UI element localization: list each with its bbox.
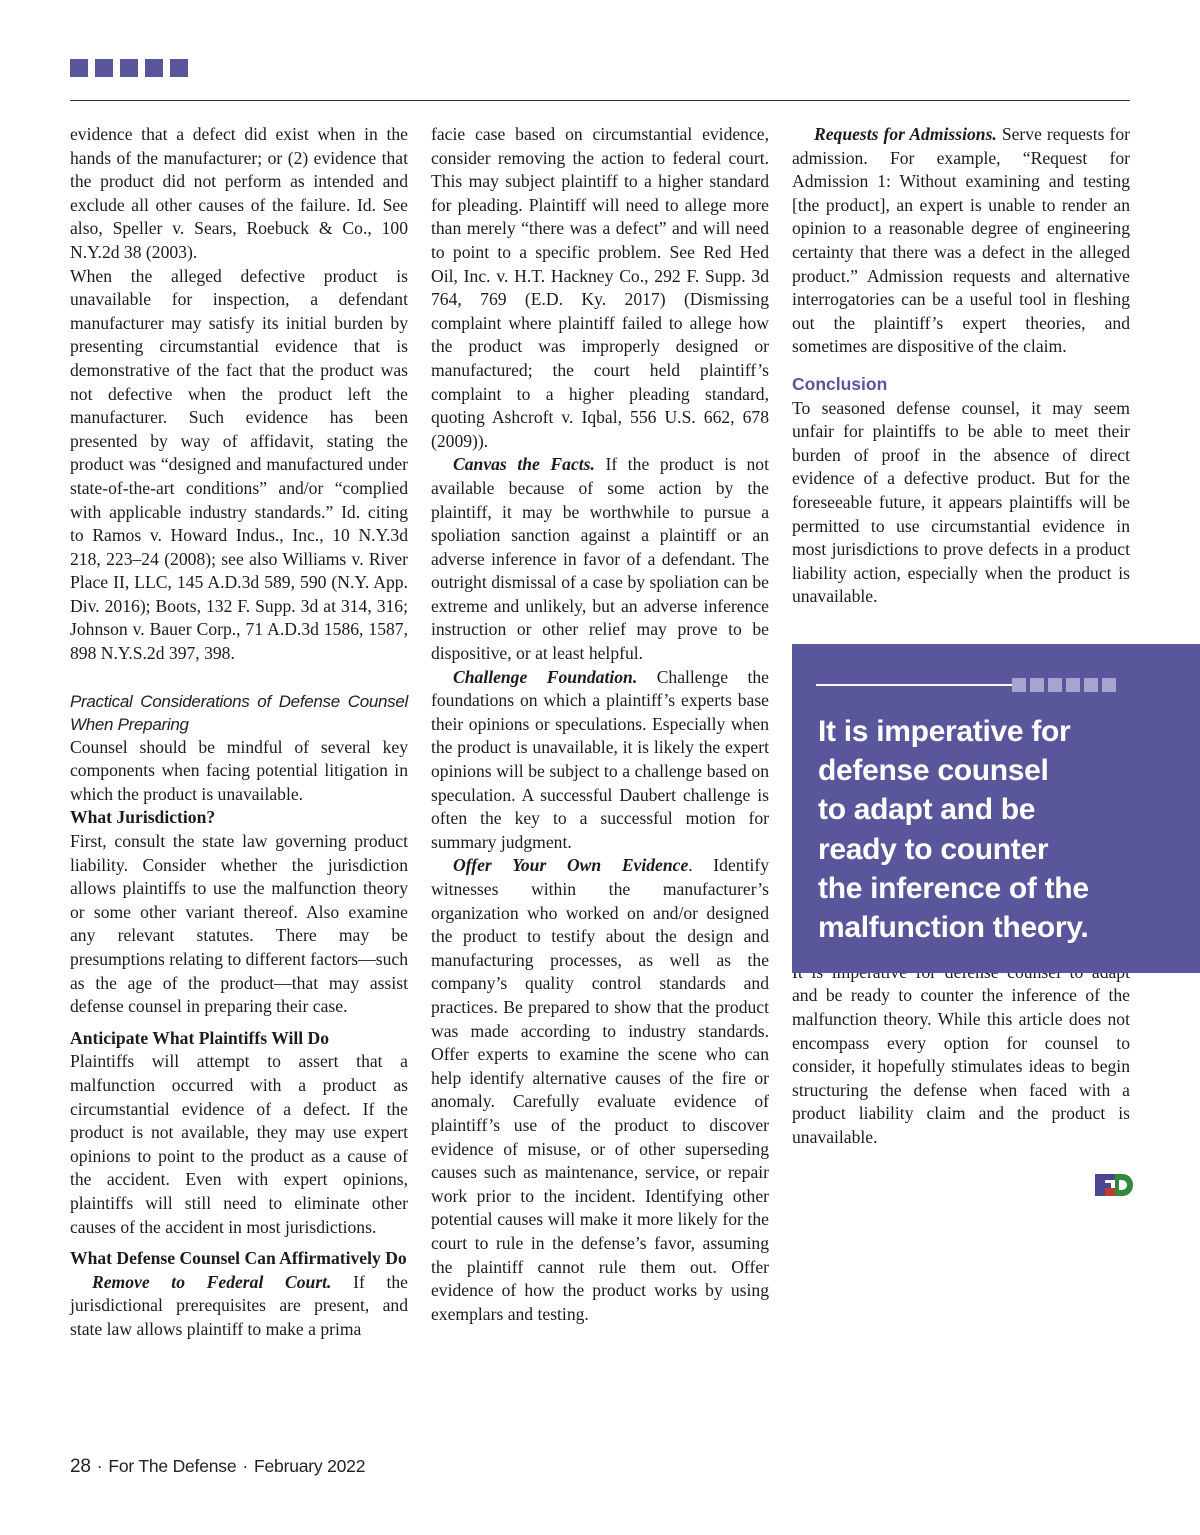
column-1 (70, 123, 408, 1342)
paragraph (431, 453, 769, 665)
pull-quote-rule (816, 684, 1016, 686)
pull-square (1012, 678, 1026, 692)
page-footer (70, 1456, 365, 1478)
run-in-heading: Offer Your Own Evidence (453, 855, 689, 876)
header-square (145, 59, 163, 77)
separator-dot: · (242, 1456, 249, 1476)
run-in-heading: Challenge Foundation. (453, 666, 638, 687)
pull-quote-line: defense counsel (818, 754, 1049, 788)
paragraph-text: If the product is not available because of some action by the plaintiff, it may be worthwhile to pursue a spoliation sanction against a plaintiff or an adverse inference in favor of a defendant. The outright dismissal of a case by spoliation can be extreme and unlikely, but an adverse inference instruction or other relief may prove to be dispositive, or at least helpful. (431, 454, 769, 664)
paragraph (431, 854, 769, 1326)
issue-date: February 2022 (254, 1456, 366, 1476)
paragraph: When the alleged defective product is unavailable for inspection, a defendant manufacturer may satisfy its initial burden by presenting circumstantial evidence that is demonstrative of the fact that the product was not defective when the product left the manufacturer. Such evidence has been presented by way of affidavit, stating the product was “designed and manufactured under state-of-the-art conditions” and/or “complied with applicable industry standards.” Id. citing to Ramos v. Howard Indus., Inc., 10 N.Y.3d 218, 223–24 (2008); see also Williams v. River Place II, LLC, 145 A.D.3d 589, 590 (N.Y. App. Div. 2016); Boots, 132 F. Supp. 3d at 314, 316; Johnson v. Bauer Corp., 71 A.D.3d 1586, 1587, 898 N.Y.S.2d 397, 398. (70, 265, 408, 664)
pull-quote-line: malfunction theory. (818, 911, 1089, 945)
section-heading: Practical Considerations of Defense Counsel When Preparing (70, 691, 408, 734)
paragraph (70, 1271, 408, 1342)
pull-square (1048, 678, 1062, 692)
section-heading: Conclusion (792, 373, 888, 394)
pull-square (1102, 678, 1116, 692)
paragraph (792, 123, 1130, 359)
paragraph-text: Challenge the foundations on which a plaintiff’s experts base their opinions or speculations. Especially when the product is unavailable, it is likely the expert opinions will be subject to a challenge based on speculation. A successful Daubert challenge is often the key to a successful motion for summary judgment. (431, 666, 769, 852)
publication-name: For The Defense (108, 1456, 237, 1476)
header-square (170, 59, 188, 77)
header-squares (70, 59, 188, 77)
paragraph: evidence that a defect did exist when in the hands of the manufacturer; or (2) evidence that the product did not perform as intended and exclude all other causes of the failure. Id. See also, Speller v. Sears, Roebuck & Co., 100 N.Y.2d 38 (2003). (70, 124, 408, 262)
page-number: 28 (70, 1456, 91, 1477)
paragraph: Plaintiffs will attempt to assert that a malfunction occurred with a product as circumstantial evidence of a defect. If the product is not available, they may use expert opinions to point to the product as a cause of the accident. Even with expert opinions, plaintiffs will still need to eliminate other causes of the accident in most jurisdictions. (70, 1051, 408, 1237)
column-3 (792, 123, 1130, 1150)
pull-quote-line: It is imperative for (818, 715, 1071, 748)
section-heading: What Jurisdiction? (70, 807, 216, 828)
header-rule (70, 100, 1130, 101)
paragraph: and be ready to counter the inference of the malfunction theory. While this article does not encompass every option for counsel to consider, it hopefully stimulates ideas to begin structuring the defense when faced with a product liability claim and the product is unavailable. (792, 985, 1130, 1148)
header-square (120, 59, 138, 77)
paragraph: Counsel should be mindful of several key components when facing potential litigation in which the product is unavailable. (70, 736, 408, 804)
pull-quote-line: ready to counter (818, 832, 1049, 866)
section-heading: What Defense Counsel Can Affirmatively Do (70, 1248, 407, 1269)
header-square (95, 59, 113, 77)
run-in-heading: Remove to Federal Court. (92, 1271, 332, 1292)
pull-square (1030, 678, 1044, 692)
header-square (70, 59, 88, 77)
run-in-heading: Requests for Admissions. (814, 124, 997, 144)
separator-dot: · (96, 1456, 103, 1476)
pull-quote-line: to adapt and be (818, 793, 1036, 827)
pull-quote-text (818, 712, 1148, 947)
ftd-logo-icon (1095, 1172, 1133, 1198)
paragraph: First, consult the state law governing product liability. Consider whether the jurisdiction allows plaintiffs to use the malfunction theory or some other variant thereof. Also examine any relevant statutes. There may be presumptions relating to different factors—such as the age of the product—that may assist defense counsel in preparing their case. (70, 831, 408, 1017)
paragraph: To seasoned defense counsel, it may seem unfair for plaintiffs to be able to meet their burden of proof in the absence of direct evidence of a defective product. But for the foreseeable future, it appears plaintiffs will be permitted to use circumstantial evidence in most jurisdictions to prove defects in a product liability action, especially when the product is unavailable. (792, 397, 1130, 607)
pull-square (1066, 678, 1080, 692)
paragraph-text: . Identify witnesses within the manufacturer’s organization who worked on and/or designed the product to testify about the design and manufacturing processes, as well as the company’s quality control standards and practices. Be prepared to show that the product was made according to industry standards. Offer experts to examine the scene who can help identify alternative causes of the fire or anomaly. Carefully evaluate evidence of plaintiff’s use of the product to discover evidence of misuse, or of other superseding causes such as maintenance, service, or repair work prior to the incident. Identifying other potential causes will make it more likely for the court to rule in the defense’s favor, assuming the plaintiff cannot rule them out. Offer evidence of how the product works by using exemplars and testing. (431, 855, 769, 1324)
pull-quote-squares (1012, 678, 1116, 692)
paragraph-text: If the jurisdictional prerequisites are present, and state law allows plaintiff to make a prima (70, 1271, 408, 1339)
paragraph-text: Serve requests for admission. For example, “Request for Admission 1: Without examining and testing [the product], an expert is unable to render an opinion to a reasonable degree of engineering certainty that there was a defect in the alleged product.” Admission requests and alternative interrogatories can be a useful tool in fleshing out the plaintiff’s expert theories, and sometimes are dispositive of the claim. (792, 124, 1130, 357)
column-2 (431, 123, 769, 1326)
pull-quote-line: the inference of the (818, 871, 1089, 905)
paragraph: facie case based on circumstantial evidence, consider removing the action to federal court. This may subject plaintiff to a higher standard for pleading. Plaintiff will need to allege more than merely “there was a defect” and will need to point to a specific problem. See Red Hed Oil, Inc. v. H.T. Hackney Co., 292 F. Supp. 3d 764, 769 (E.D. Ky. 2017) (Dismissing complaint where plaintiff failed to allege how the product was improperly designed or manufactured; the court held plaintiff’s complaint to a higher pleading standard, quoting Ashcroft v. Iqbal, 556 U.S. 662, 678 (2009)). (431, 124, 769, 451)
run-in-heading: Canvas the Facts. (453, 454, 595, 475)
section-heading: Anticipate What Plaintiffs Will Do (70, 1027, 330, 1048)
pull-quote (792, 644, 1200, 973)
pull-square (1084, 678, 1098, 692)
paragraph (431, 666, 769, 855)
